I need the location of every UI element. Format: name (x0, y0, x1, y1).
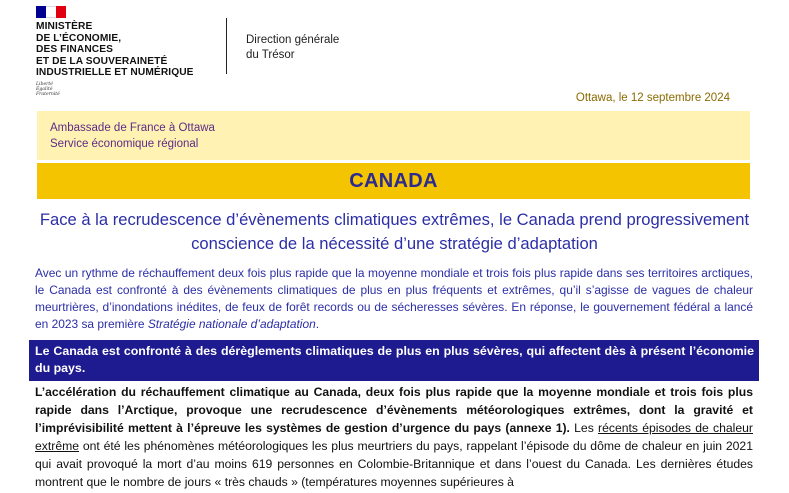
summary-paragraph: Avec un rythme de réchauffement deux fois plus rapide que la moyenne mondiale et trois fois plus rapide dans ses territoires arctiques, le Canada est confronté à des évènements climatiques de plus en plus fréquents et extrêmes, qu’il s’agisse de vagues de chaleur meurtrières, d’inondations inédites, de feux de forêt records ou de sécheresses sévères. En réponse, le gouvernement fédéral a lancé en 2023 sa première Stratégie nationale d’adaptation. (35, 266, 753, 331)
direction-name: Direction générale du Trésor (246, 34, 340, 61)
service-box (37, 111, 750, 160)
document-date: Ottawa, le 12 septembre 2024 (575, 92, 730, 104)
header-divider (226, 18, 227, 74)
french-flag-icon (36, 6, 66, 18)
country-heading: CANADA (37, 163, 750, 199)
service-line-embassy: Ambassade de France à Ottawa (50, 122, 215, 134)
strategy-name: Stratégie nationale d’adaptation (147, 317, 316, 331)
body-bold-lead: L’accélération du réchauffement climatique au Canada, deux fois plus rapide que la moyenne mondiale et trois fois plus rapide dans l’Arctique, provoque une recrudescence d’évènements météorologiques extrêmes, dont la gravité et l’imprévisibilité mettent à l’épreuve les systèmes de gestion d’urgence du pays (annexe 1). (35, 385, 753, 435)
section-heading: Le Canada est confronté à des dérèglements climatiques de plus en plus sévères, qui affectent dès à présent l’économie du pays. (29, 340, 759, 381)
republic-motto: Liberté Égalité Fraternité (36, 81, 60, 98)
document-title: Face à la recrudescence d’évènements climatiques extrêmes, le Canada prend progressivement conscience de la nécessité d’une stratégie d’adaptation (39, 210, 750, 253)
body-underlined-phrase: récents épisodes de chaleur extrême (35, 421, 753, 453)
ministry-name: MINISTÈRE DE L’ÉCONOMIE, DES FINANCES ET DE LA SOUVERAINETÉ INDUSTRIELLE ET NUMÉRIQUE (36, 21, 194, 78)
service-line-regional: Service économique régional (50, 138, 199, 150)
ministry-logo (36, 6, 226, 98)
body-paragraph: L’accélération du réchauffement climatique au Canada, deux fois plus rapide que la moyenne mondiale et trois fois plus rapide dans l’Arctique, provoque une recrudescence d’évènements météorologiques extrêmes, dont la gravité et l’imprévisibilité mettent à l’épreuve les systèmes de gestion d’urgence du pays (annexe 1). Les récents épisodes de chaleur extrême ont été les phénomènes météorologiques les plus meurtriers du pays, rappelant l’épisode du dôme de chaleur en juin 2021 qui avait provoqué la mort d’au moins 619 personnes en Colombie-Britannique et dans l’ouest du Canada. Les dernières études montrent que le nombre de jours « très chauds » (températures moyennes supérieures à (35, 385, 753, 489)
